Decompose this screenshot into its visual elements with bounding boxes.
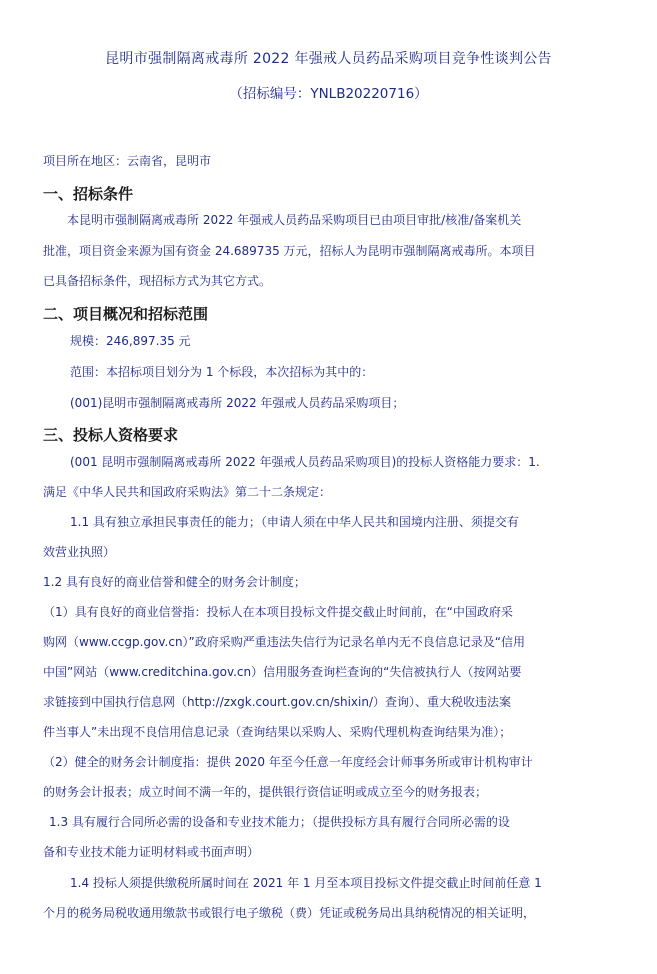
paragraph-line: 1.3 具有履行合同所必需的设备和专业技术能力；（提供投标方具有履行合同所必需的设: [49, 815, 510, 829]
paragraph-line: 效营业执照）: [43, 545, 116, 559]
tender-number: （招标编号：YNLB20220716）: [229, 86, 428, 102]
project-lot: (001)昆明市强制隔离戒毒所 2022 年强戒人员药品采购项目；: [70, 396, 405, 410]
paragraph-line: 批准，项目资金来源为国有资金 24.689735 万元，招标人为昆明市强制隔离戒毒所。本项目: [43, 244, 536, 258]
project-location: 项目所在地区：云南省，昆明市: [43, 154, 212, 168]
paragraph-line: 1.4 投标人须提供缴税所属时间在 2021 年 1 月至本项目投标文件提交截止时间前任意 1: [70, 876, 542, 890]
section-heading-3: 三、投标人资格要求: [43, 426, 179, 444]
paragraph-line: (001 昆明市强制隔离戒毒所 2022 年强戒人员药品采购项目)的投标人资格能力要求：1.: [70, 455, 540, 469]
project-scope: 范围：本招标项目划分为 1 个标段，本次招标为其中的：: [70, 365, 374, 379]
paragraph-line: 本昆明市强制隔离戒毒所 2022 年强戒人员药品采购项目已由项目审批/核准/备案机关: [67, 213, 522, 227]
document-title: 昆明市强制隔离戒毒所 2022 年强戒人员药品采购项目竞争性谈判公告: [105, 51, 552, 67]
project-scale: 规模：246,897.35 元: [70, 334, 191, 348]
paragraph-line: 件当事人”未出现不良信用信息记录（查询结果以采购人、采购代理机构查询结果为准）；: [43, 725, 512, 739]
paragraph-line: （2）健全的财务会计制度指：提供 2020 年至今任意一年度经会计师事务所或审计机构审计: [43, 755, 533, 769]
paragraph-line: 个月的税务局税收通用缴款书或银行电子缴税（费）凭证或税务局出具纳税情况的相关证明，: [43, 906, 536, 920]
paragraph-line: （1）具有良好的商业信誉指：投标人在本项目投标文件提交截止时间前，在“中国政府采: [43, 605, 513, 619]
paragraph-line: 求链接到中国执行信息网（http://zxgk.court.gov.cn/shixin/）查询）、重大税收违法案: [43, 695, 512, 709]
paragraph-line: 1.2 具有良好的商业信誉和健全的财务会计制度；: [43, 575, 306, 589]
paragraph-line: 满足《中华人民共和国政府采购法》第二十二条规定：: [43, 485, 332, 499]
section-heading-1: 一、招标条件: [43, 185, 134, 203]
paragraph-line: 备和专业技术能力证明材料或书面声明）: [43, 845, 260, 859]
paragraph-line: 已具备招标条件，现招标方式为其它方式。: [43, 274, 272, 288]
paragraph-line: 购网（www.ccgp.gov.cn）”政府采购严重违法失信行为记录名单内无不良信息记录及“信用: [43, 635, 525, 649]
paragraph-line: 1.1 具有独立承担民事责任的能力；（申请人须在中华人民共和国境内注册、须提交有: [70, 515, 519, 529]
section-heading-2: 二、项目概况和招标范围: [43, 305, 209, 323]
paragraph-line: 中国”网站（www.creditchina.gov.cn）信用服务查询栏查询的“失信被执行人（按网站要: [43, 665, 522, 679]
paragraph-line: 的财务会计报表；成立时间不满一年的，提供银行资信证明或成立至今的财务报表；: [43, 785, 488, 799]
